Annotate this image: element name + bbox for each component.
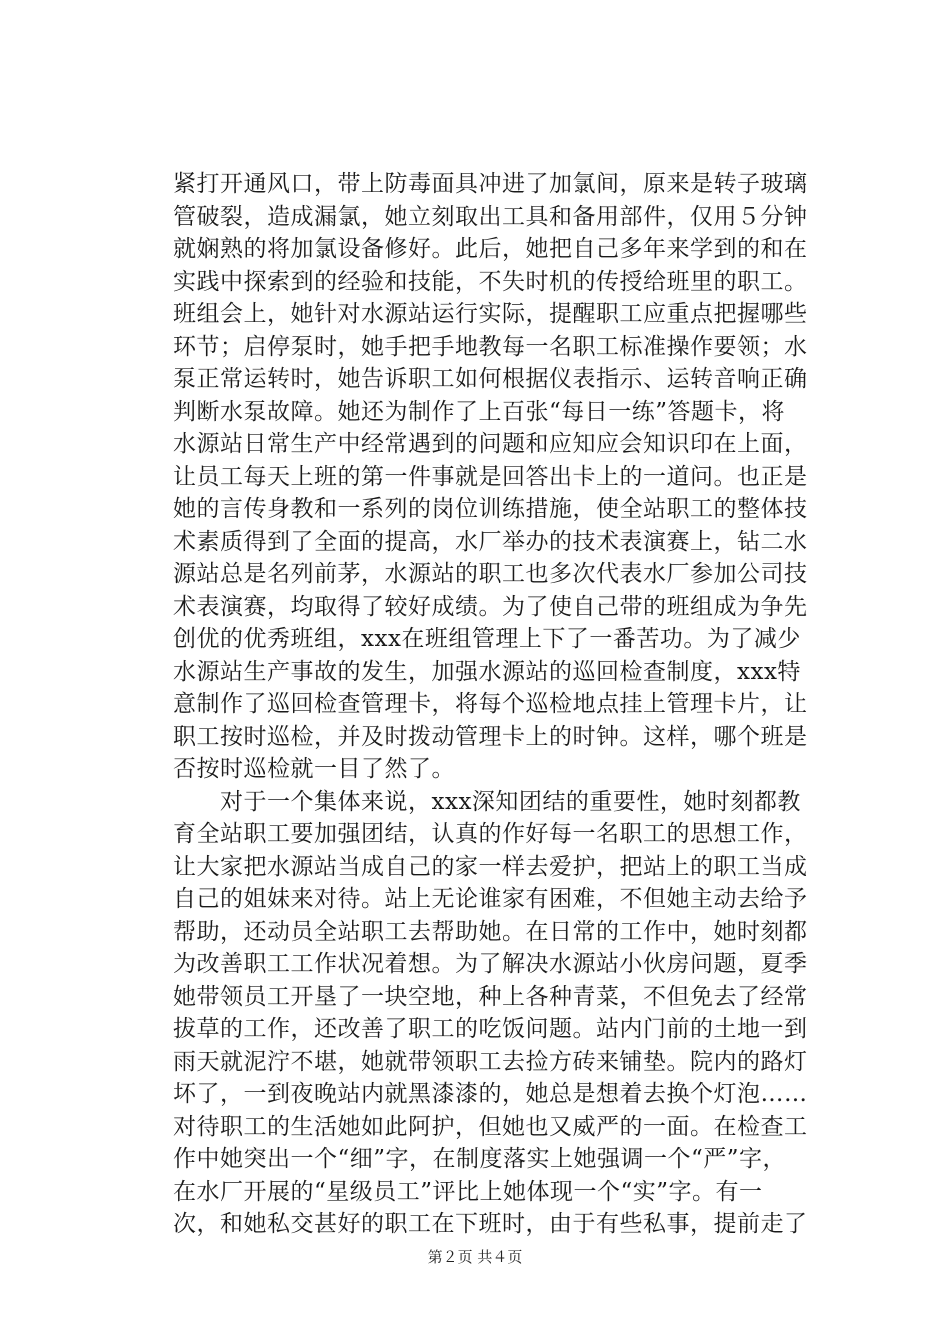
text-line: 管破裂，造成漏氯，她立刻取出工具和备用部件，仅用５分钟 (173, 203, 808, 230)
text-line: 泵正常运转时，她告诉职工如何根据仪表指示、运转音响正确 (173, 366, 808, 392)
text-line: 雨天就泥泞不堪，她就带领职工去捡方砖来铺垫。院内的路灯 (173, 1048, 808, 1075)
text-line: 创优的优秀班组，xxx在班组管理上下了一番苦功。为了减少 (173, 626, 801, 652)
text-line: 源站总是名列前茅，水源站的职工也多次代表水厂参加公司技 (173, 561, 808, 587)
text-line: 坏了，一到夜晚站内就黑漆漆的，她总是想着去换个灯泡…… (173, 1081, 808, 1107)
body-text (173, 168, 833, 1241)
page-number-footer: 第２页 共４页 (427, 1248, 523, 1266)
text-line: 她的言传身教和一系列的岗位训练措施，使全站职工的整体技 (173, 496, 808, 522)
text-line: 帮助，还动员全站职工去帮助她。在日常的工作中，她时刻都 (173, 918, 808, 945)
text-line: 让员工每天上班的第一件事就是回答出卡上的一道问。也正是 (173, 463, 808, 490)
text-line: 意制作了巡回检查管理卡，将每个巡检地点挂上管理卡片，让 (173, 691, 808, 717)
text-line: 作中她突出一个“细”字，在制度落实上她强调一个“严”字， (173, 1146, 787, 1172)
text-line: 就娴熟的将加氯设备修好。此后，她把自己多年来学到的和在 (173, 236, 808, 262)
text-line: 水源站生产事故的发生，加强水源站的巡回检查制度，xxx特 (173, 658, 801, 685)
text-line: 否按时巡检就一目了然了。 (173, 756, 455, 782)
text-line: 班组会上，她针对水源站运行实际，提醒职工应重点把握哪些 (173, 301, 808, 327)
text-line: 紧打开通风口，带上防毒面具冲进了加氯间，原来是转子玻璃 (173, 171, 808, 197)
text-line: 术素质得到了全面的提高，水厂举办的技术表演赛上，钻二水 (173, 528, 808, 555)
text-line: 次，和她私交甚好的职工在下班时，由于有些私事，提前走了 (173, 1211, 808, 1237)
text-line: 水源站日常生产中经常遇到的问题和应知应会知识印在上面， (173, 431, 808, 457)
text-line: 拔草的工作，还改善了职工的吃饭问题。站内门前的土地一到 (173, 1016, 808, 1042)
text-line: 育全站职工要加强团结，认真的作好每一名职工的思想工作， (173, 821, 808, 847)
paragraph-start-line: 对于一个集体来说，xxx深知团结的重要性，她时刻都教 (173, 788, 801, 815)
text-line: 让大家把水源站当成自己的家一样去爱护，把站上的职工当成 (173, 853, 808, 880)
text-line: 判断水泵故障。她还为制作了上百张“每日一练”答题卡，将 (173, 398, 786, 425)
text-line: 对待职工的生活她如此阿护，但她也又威严的一面。在检查工 (173, 1113, 808, 1140)
text-line: 职工按时巡检，并及时拨动管理卡上的时钟。这样，哪个班是 (173, 723, 808, 750)
text-line: 为改善职工工作状况着想。为了解决水源站小伙房问题，夏季 (173, 951, 808, 977)
text-line: 她带领员工开垦了一块空地，种上各种青菜，不但免去了经常 (173, 983, 808, 1010)
text-line: 环节；启停泵时，她手把手地教每一名职工标准操作要领；水 (173, 333, 808, 360)
text-line: 术表演赛，均取得了较好成绩。为了使自己带的班组成为争先 (173, 593, 808, 620)
text-line: 实践中探索到的经验和技能，不失时机的传授给班里的职工。 (173, 268, 808, 295)
text-line: 在水厂开展的“星级员工”评比上她体现一个“实”字。有一 (173, 1178, 763, 1205)
text-line: 自己的姐妹来对待。站上无论谁家有困难，不但她主动去给予 (173, 886, 808, 912)
